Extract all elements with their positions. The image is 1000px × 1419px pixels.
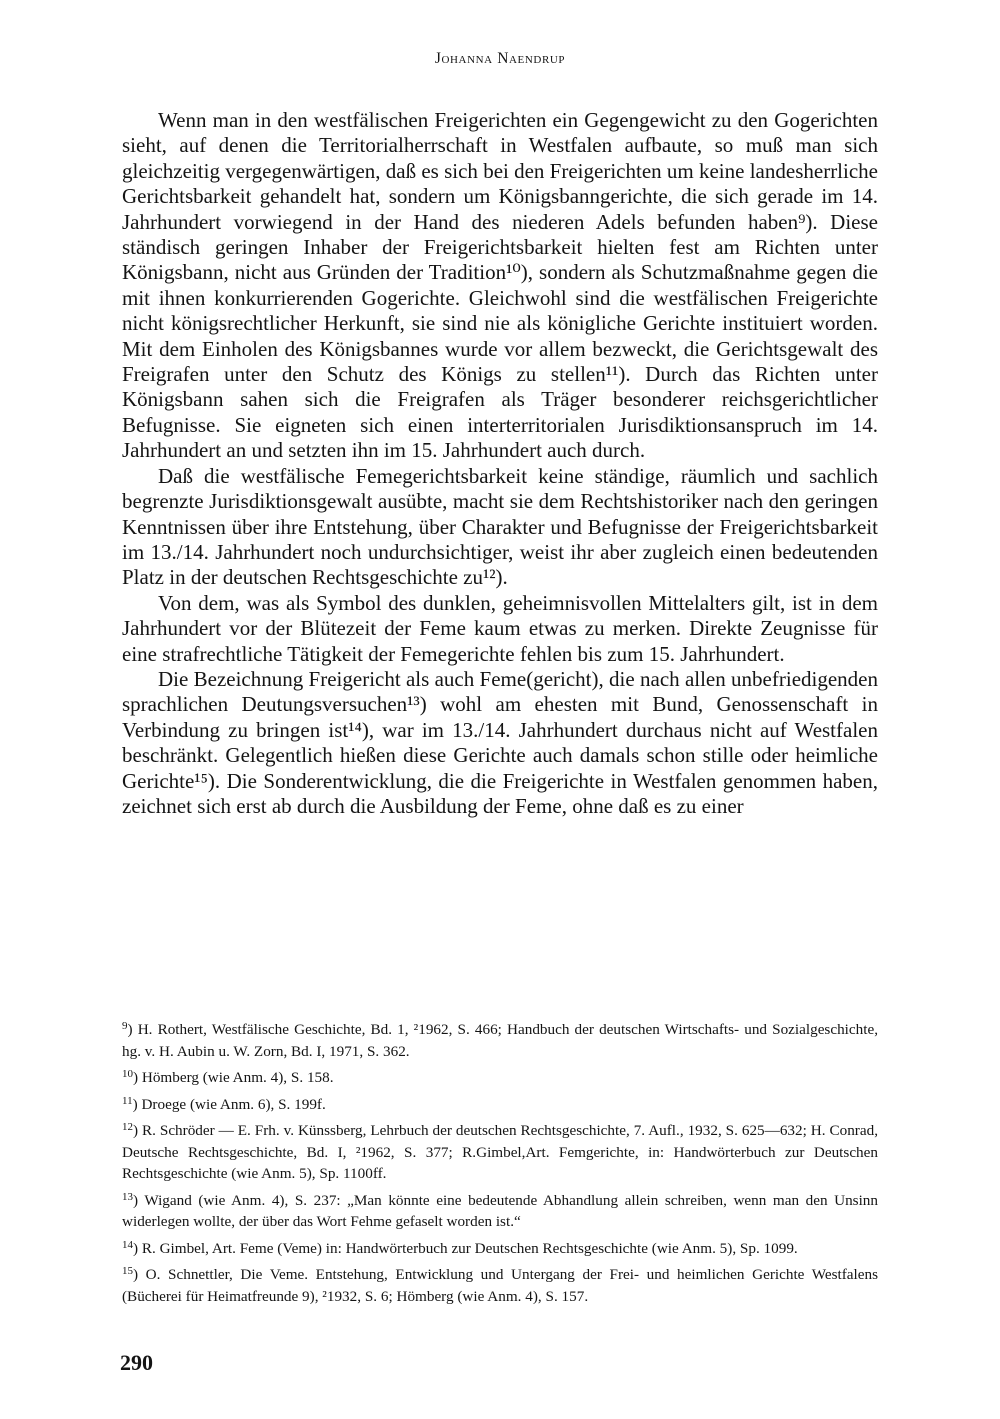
- footnote-marker: 15: [122, 1265, 133, 1277]
- footnote-9: $^9$) H. Rothert, Westfälische Geschichte, Bd. 1, ²1962, S. 466; Handbuch der deutschen Wirtschafts- und Sozialgeschichte, hg. v. H. Aubin u. W. Zorn, Bd. I, 1971, S. 362.: [122, 1020, 878, 1060]
- footnote-marker: 12: [122, 1121, 133, 1133]
- footnote-marker: 11: [122, 1094, 133, 1107]
- footnote-text: R. Schröder — E. Frh. v. Künssberg, Lehrbuch der deutschen Rechtsgeschichte, 7. Aufl., 1932, S. 625—632; H. Conrad, Deutsche Rechtsgeschichte, Bd. I, ²1962, S. 377; R.Gimbel,Art. Femgerichte, in: Handwörterbuch zur Deutschen Rechtsgeschichte (wie Anm. 5), Sp. 1100ff.: [122, 1122, 878, 1182]
- footnote-marker: 9: [122, 1020, 128, 1032]
- running-header: Johanna Naendrup: [434, 50, 566, 67]
- footnote-10: $^{10}$) Hömberg (wie Anm. 4), S. 158.: [122, 1068, 334, 1086]
- footnote-text: O. Schnettler, Die Veme. Entstehung, Entwicklung und Untergang der Frei- und heimlichen Gerichte Westfalens (Bücherei für Heimatfreunde 9), ²1932, S. 6; Hömberg (wie Anm. 4), S. 157.: [122, 1266, 878, 1305]
- footnote-text: Hömberg (wie Anm. 4), S. 158.: [141, 1069, 334, 1086]
- footnote-marker: 14: [122, 1238, 133, 1251]
- footnote-11: $^{11}$) Droege (wie Anm. 6), S. 199f.: [122, 1094, 326, 1113]
- footnote-text: Droege (wie Anm. 6), S. 199f.: [141, 1095, 326, 1113]
- footnote-marker: 13: [122, 1190, 133, 1203]
- footnote-14: $^{14}$) R. Gimbel, Art. Feme (Veme) in: Handwörterbuch zur Deutschen Rechtsgeschichte (wie Anm. 5), Sp. 1099.: [122, 1238, 798, 1257]
- paragraph-1: Wenn man in den westfälischen Freigerichten ein Gegengewicht zu den Gogerichten sieht, auf denen die Territorialherrschaft in Westfalen aufbaute, so muß man sich gleichzeitig vergegenwärtigen, daß es sich bei den Freigerichten um keine landesherrliche Gerichtsbarkeit gehandelt hat, sondern um Königsbanngerichte, die sich gerade im 14. Jahrhundert vorwiegend in der Hand des niederen Adels befunden haben⁹). Diese ständisch geringen Inhaber der Freigerichtsbarkeit hielten fest am Richten unter Königsbann, nicht aus Gründen der Tradition¹⁰), sondern als Schutzmaßnahme gegen die mit ihnen konkurrierenden Gogerichte. Gleichwohl sind die westfälischen Freigerichte nicht königsrechtlicher Herkunft, sie sind nie als königliche Gerichte instituiert worden. Mit dem Einholen des Königsbannes wurde vor allem bezweckt, die Gerichtsgewalt des Freigrafen unter den Schutz des Königs zu stellen¹¹). Durch das Richten unter Königsbann sahen sich die Freigrafen als Träger besonderer reichsgerichtlicher Befugnisse. Sie eigneten sich einen interterritorialen Jurisdiktionsanspruch im 14. Jahrhundert an und setzten ihn im 15. Jahrhundert auch durch.: [122, 108, 878, 463]
- paragraph-3: Von dem, was als Symbol des dunklen, geheimnisvollen Mittelalters gilt, ist in dem Jahrhundert vor der Blütezeit der Feme kaum etwas zu merken. Direkte Zeugnisse für eine strafrechtliche Tätigkeit der Femegerichte fehlen bis zum 15. Jahrhundert.: [122, 590, 878, 666]
- page-number: 290: [120, 1350, 153, 1375]
- footnote-15: $^{15}$) O. Schnettler, Die Veme. Entstehung, Entwicklung und Untergang der Frei- und heimlichen Gerichte Westfalens (Bücherei für Heimatfreunde 9), ²1932, S. 6; Hömberg (wie Anm. 4), S. 157.: [122, 1265, 878, 1305]
- footnote-text: H. Rothert, Westfälische Geschichte, Bd. 1, ²1962, S. 466; Handbuch der deutschen Wirtschafts- und Sozialgeschichte, hg. v. H. Aubin u. W. Zorn, Bd. I, 1971, S. 362.: [122, 1021, 878, 1060]
- paragraph-4: Die Bezeichnung Freigericht als auch Feme(gericht), die nach allen unbefriedigenden sprachlichen Deutungsversuchen¹³) wohl am ehesten mit Bund, Genossenschaft in Verbindung zu bringen ist¹⁴), war im 13./14. Jahrhundert durchaus nicht auf Westfalen beschränkt. Gelegentlich hießen diese Gerichte auch damals schon stille oder heimliche Gerichte¹⁵). Die Sonderentwicklung, die die Freigerichte in Westfalen genommen haben, zeichnet sich erst ab durch die Ausbildung der Feme, ohne daß es zu einer: [122, 666, 878, 818]
- paragraph-2: Daß die westfälische Femegerichtsbarkeit keine ständige, räumlich und sachlich begrenzte Jurisdiktionsgewalt ausübte, macht sie dem Rechtshistoriker nach den geringen Kenntnissen über ihre Entstehung, über Charakter und Befugnisse der Freigerichtsbarkeit im 13./14. Jahrhundert noch undurchsichtiger, weist ihr aber zugleich einen bedeutenden Platz in der deutschen Rechtsgeschichte zu¹²).: [122, 463, 878, 590]
- footnote-text: Wigand (wie Anm. 4), S. 237: „Man könnte eine bedeutende Abhandlung allein schreiben, wenn man den Unsinn widerlegen wollte, der über das Wort Fehme gefaselt worden ist.“: [122, 1191, 878, 1230]
- footnote-marker: 10: [122, 1068, 133, 1080]
- main-text: [122, 108, 878, 819]
- footnote-text: R. Gimbel, Art. Feme (Veme) in: Handwörterbuch zur Deutschen Rechtsgeschichte (wie Anm. 5), Sp. 1099.: [141, 1239, 798, 1257]
- footnote-12: $^{12}$) R. Schröder — E. Frh. v. Künssberg, Lehrbuch der deutschen Rechtsgeschichte, 7. Aufl., 1932, S. 625—632; H. Conrad, Deutsche Rechtsgeschichte, Bd. I, ²1962, S. 377; R.Gimbel,Art. Femgerichte, in: Handwörterbuch zur Deutschen Rechtsgeschichte (wie Anm. 5), Sp. 1100ff.: [122, 1121, 878, 1182]
- footnote-13: $^{13}$) Wigand (wie Anm. 4), S. 237: „Man könnte eine bedeutende Abhandlung allein schreiben, wenn man den Unsinn widerlegen wollte, der über das Wort Fehme gefaselt worden ist.“: [122, 1190, 878, 1230]
- footnotes: [122, 1016, 878, 1309]
